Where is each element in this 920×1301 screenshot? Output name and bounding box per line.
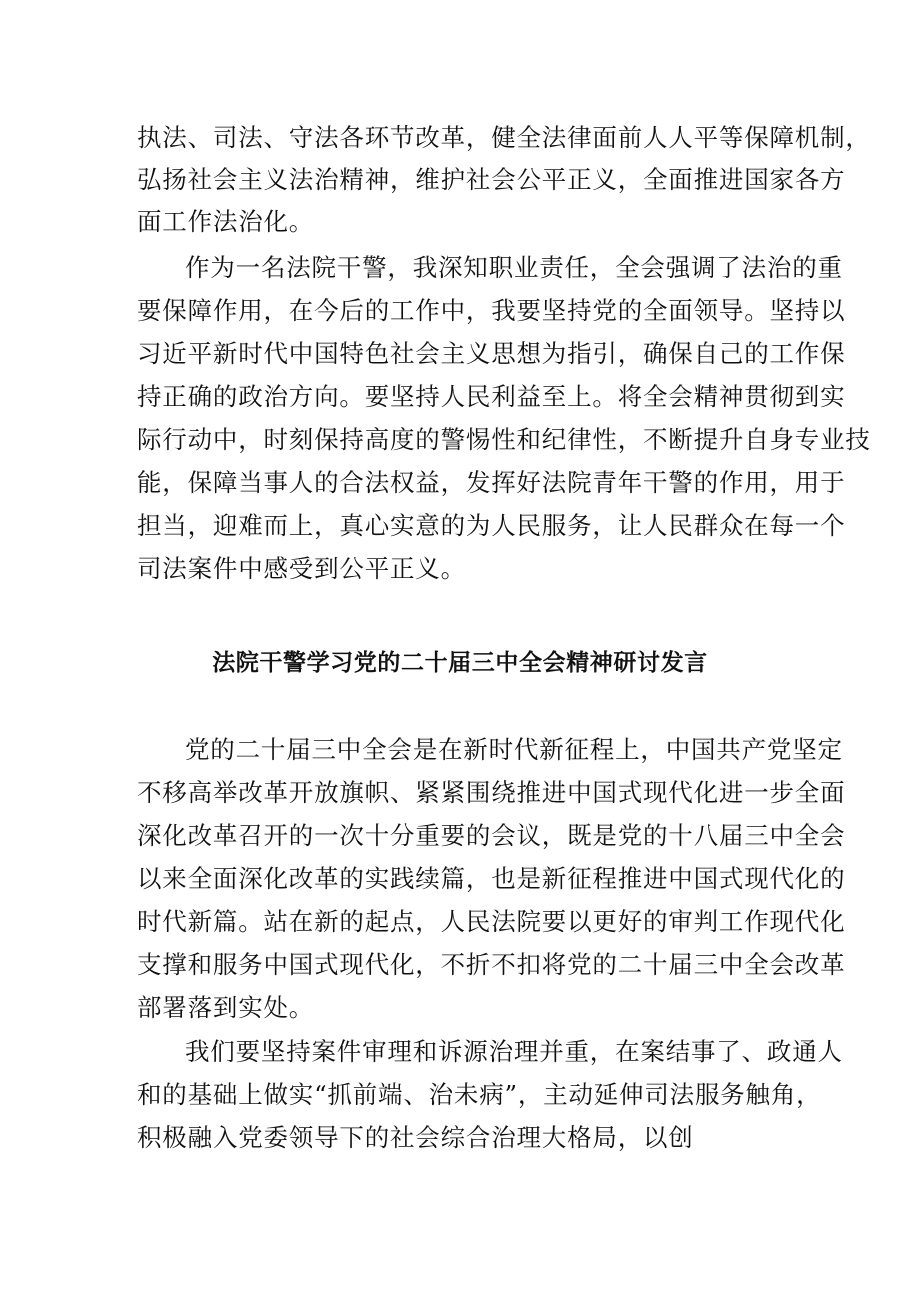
body-line: 时代新篇。站在新的起点，人民法院要以更好的审判工作现代化 [137, 907, 846, 936]
paragraph-start-line: 党的二十届三中全会是在新时代新征程上，中国共产党坚定 [185, 735, 843, 764]
body-line: 司法案件中感受到公平正义。 [137, 554, 466, 583]
body-line: 部署落到实处。 [137, 993, 315, 1022]
body-line: 习近平新时代中国特色社会主义思想为指引，确保自己的工作保 [137, 339, 846, 368]
body-line: 执法、司法、守法各环节改革，健全法律面前人人平等保障机制， [137, 123, 871, 152]
body-line: 际行动中，时刻保持高度的警惕性和纪律性，不断提升自身专业技 [137, 425, 871, 454]
body-line: 支撑和服务中国式现代化，不折不扣将党的二十届三中全会改革 [137, 950, 846, 979]
body-line: 深化改革召开的一次十分重要的会议，既是党的十八届三中全会 [137, 821, 846, 850]
body-line: 持正确的政治方向。要坚持人民利益至上。将全会精神贯彻到实 [137, 382, 846, 411]
paragraph-start-line: 我们要坚持案件审理和诉源治理并重，在案结事了、政通人 [185, 1037, 843, 1066]
body-line: 积极融入党委领导下的社会综合治理大格局，以创 [137, 1123, 694, 1152]
body-line: 和的基础上做实“抓前端、治未病”，主动延伸司法服务触角， [137, 1080, 822, 1109]
body-line: 能，保障当事人的合法权益，发挥好法院青年干警的作用，用于 [137, 468, 846, 497]
section-title: 法院干警学习党的二十届三中全会精神研讨发言 [212, 650, 708, 676]
body-line: 不移高举改革开放旗帜、紧紧围绕推进中国式现代化进一步全面 [137, 778, 846, 807]
body-line: 以来全面深化改革的实践续篇，也是新征程推进中国式现代化的 [137, 864, 846, 893]
body-line: 弘扬社会主义法治精神，维护社会公平正义，全面推进国家各方 [137, 165, 846, 194]
paragraph-start-line: 作为一名法院干警，我深知职业责任，全会强调了法治的重 [185, 253, 843, 282]
body-line: 要保障作用，在今后的工作中，我要坚持党的全面领导。坚持以 [137, 296, 846, 325]
body-line: 担当，迎难而上，真心实意的为人民服务，让人民群众在每一个 [137, 511, 846, 540]
body-line: 面工作法治化。 [137, 207, 315, 236]
